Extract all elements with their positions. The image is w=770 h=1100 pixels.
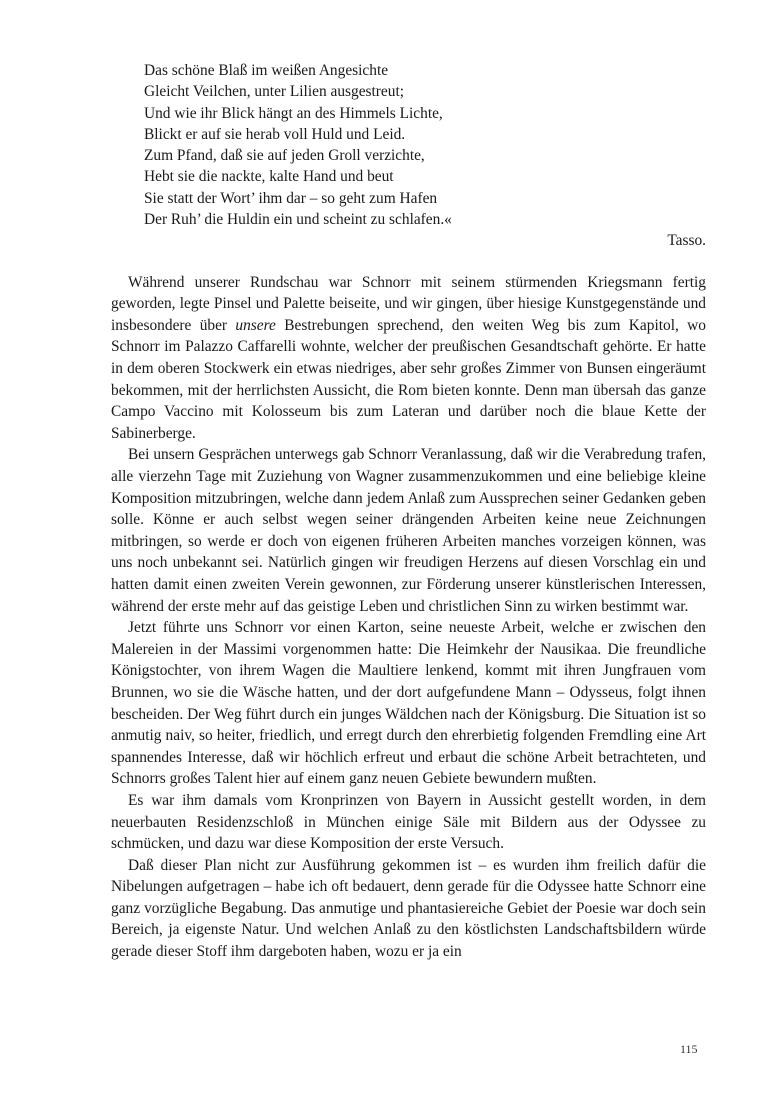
poem-line: Sie statt der Wort’ ihm dar – so geht zum Hafen — [144, 189, 438, 207]
poem-line: Und wie ihr Blick hängt an des Himmels Lichte, — [144, 104, 443, 122]
page-body — [111, 60, 706, 963]
paragraph: Daß dieser Plan nicht zur Ausführung gekommen ist – es wurden ihm freilich dafür die Nibelungen aufgetragen – habe ich oft bedauert, denn gerade für die Odyssee hatte Schnorr eine ganz vorzügliche Begabung. Das anmutige und phantasiereiche Gebiet der Poesie war doch sein Bereich, ja eigenste Natur. Und welchen Anlaß zu den köstlichsten Landschaftsbildern würde gerade dieser Stoff ihm dargeboten haben, wozu er ja ein — [111, 856, 706, 961]
poem-quotation — [144, 60, 706, 230]
poem-line: Hebt sie die nackte, kalte Hand und beut — [144, 168, 394, 186]
paragraph — [111, 272, 706, 445]
paragraph: Bei unsern Gesprächen unterwegs gab Schnorr Veranlassung, daß wir die Verabredung trafen, alle vierzehn Tage mit Zuziehung von Wagner zusammenzukommen und eine beliebige kleine Komposition mitzubringen, welche dann jedem Anlaß zum Aussprechen seiner Gedanken geben solle. Könne er auch selbst wegen seiner drängenden Arbeiten keine neue Zeichnungen mitbringen, so werde er doch von eigenen früheren Arbeiten manches vorzeigen können, was uns noch unbekannt sei. Natürlich gingen wir freudigen Herzens auf diesen Vorschlag ein und hatten damit einen zweiten Verein gewonnen, zur Förderung unserer künstlerischen Interessen, während der erste mehr auf das geistige Leben und christlichen Sinn zu wirken bestimmt war. — [111, 446, 706, 615]
page-number: 115 — [680, 1042, 698, 1056]
paragraph: Jetzt führte uns Schnorr vor einen Karton, seine neueste Arbeit, welche er zwischen den Malereien in der Massimi vorgenommen hatte: Die Heimkehr der Nausikaa. Die freundliche Königstochter, von ihrem Wagen die Maultiere lenkend, kommt mit ihren Jungfrauen vom Brunnen, wo sie die Wäsche hatten, und der dort aufgefundene Mann – Odysseus, folgt ihnen bescheiden. Der Weg führt durch ein junges Wäldchen nach der Königsburg. Die Situation ist so anmutig naiv, so heiter, friedlich, und erregt durch den ehrerbietig folgenden Fremdling eine Art spannendes Interesse, daß wir höchlich erfreut und erbaut die schöne Arbeit betrachteten, und Schnorrs großes Talent hier auf einem ganz neuen Gebiete bewundern mußten. — [111, 619, 706, 788]
emphasis-text: unsere — [235, 316, 276, 334]
poem-line: Gleicht Veilchen, unter Lilien ausgestreut; — [144, 83, 404, 101]
poem-line: Das schöne Blaß im weißen Angesichte — [144, 62, 389, 79]
paragraph-text: Während unserer Rundschau war Schnorr mit seinem stürmenden Kriegsmann fertig geworden, legte Pinsel und Palette beiseite, und wir gingen, über hiesige Kunstgegenstände und insbesondere über — [111, 273, 706, 334]
poem-attribution: Tasso. — [667, 232, 706, 250]
paragraph-text: Bestrebungen sprechend, den weiten Weg bis zum Kapitol, wo Schnorr im Palazzo Caffarelli wohnte, welcher der preußischen Gesandtschaft gehörte. Er hatte in dem oberen Stockwerk ein etwas niedriges, aber sehr großes Zimmer von Bunsen eingeräumt bekommen, mit der herrlichsten Aussicht, die Rom bieten konnte. Denn man übersah das ganze Campo Vaccino mit Kolosseum bis zum Lateran und darüber noch die blaue Kette der Sabinerberge. — [111, 316, 706, 442]
poem-line: Zum Pfand, daß sie auf jeden Groll verzichte, — [144, 147, 425, 165]
prose-text — [111, 272, 706, 963]
poem-line: Blickt er auf sie herab voll Huld und Leid. — [144, 125, 406, 143]
poem-line: Der Ruh’ die Huldin ein und scheint zu schlafen.« — [144, 211, 452, 229]
paragraph: Es war ihm damals vom Kronprinzen von Bayern in Aussicht gestellt worden, in dem neuerbauten Residenzschloß in München einige Säle mit Bildern aus der Odyssee zu schmücken, und dazu war diese Komposition der erste Versuch. — [111, 791, 706, 853]
